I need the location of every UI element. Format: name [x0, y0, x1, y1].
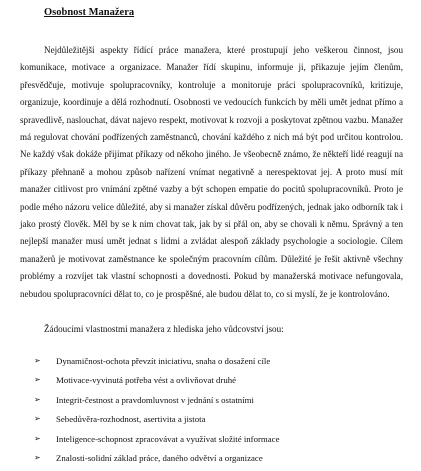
qualities-list: [34, 355, 280, 471]
document-title: Osobnost Manažera: [44, 7, 135, 18]
list-item: [34, 452, 280, 471]
arrow-bullet-icon: ➢: [34, 375, 41, 385]
list-intro: Žádoucími vlastnostmi manažera z hlediska jeho vůdcovství jsou:: [44, 324, 284, 334]
list-item: [34, 413, 280, 432]
arrow-bullet-icon: ➢: [34, 414, 41, 424]
list-item: [34, 355, 280, 374]
arrow-bullet-icon: ➢: [34, 452, 41, 462]
list-item-text: Sebedůvěra-rozhodnost, asertivita a jistota: [56, 414, 206, 425]
arrow-bullet-icon: ➢: [34, 356, 41, 365]
list-item-text: Dynamičnost-ochota převzít iniciativu, snaha o dosažení cíle: [56, 356, 271, 366]
main-paragraph: Nejdůležitější aspekty řídící práce manažera, které prostupují jeho veškerou činnost, jsou komunikace, motivace a organizace. Manažer řídí skupinu, informuje ji, přikazuje jejím členům, přesvědčuje, motivuje spolupracovníky, kontroluje a monitoruje práci spolupracovníků, kritizuje, organizuje, koordinuje a dělá rozhodnutí. Osobnosti ve vedoucích funkcích by měli umět jednat přímo a spravedlivě, naslouchat, dávat najevo respekt, motivovat k rozvoji a poskytovat zpětnou vazbu. Manažer má regulovat chování podřízených zaměstnanců, chování každého z nich má být pod určitou kontrolou. Ne každý však dokáže přijímat příkazy od někoho jiného. Je všeobecně známo, že někteří lidé reagují na příkazy přehnaně a mohou způsob nařízení vnímat negativně a nerespektovat jej. A proto musí mít manažer citlivost pro vnímání zpětné vazby a být schopen empatie do pocitů spolupracovníků. Proto je podle mého názoru velice důležité, aby si manažer získal důvěru podřízených, jednak jako odborník tak i jako prostý člověk. Měl by se k nim chovat tak, jak by si přál on, aby se chovali k němu. Správný a ten nejlepší manažer musí umět jednat s lidmi a zvládat alespoň základy psychologie a sociologie. Cílem manažerů je motivovat zaměstnance ke společným pracovním cílům. Důležité je řešit aktivně všechny problémy a rozvíjet tak vlastní schopnosti a dovednosti. Pokud by manažerská motivace nefungovala, nebudou spolupracovníci dělat to, co je prospěšné, ale budou dělat to, co si myslí, že je kontrolováno.: [20, 45, 403, 299]
arrow-bullet-icon: ➢: [34, 394, 41, 404]
list-item-text: Integrit-čestnost a pravdomluvnost v jednání s ostatními: [56, 394, 254, 405]
arrow-bullet-icon: ➢: [34, 433, 41, 443]
list-item: [34, 433, 280, 452]
list-item-text: Znalosti-solidní základ práce, daného odvětví a organizace: [56, 452, 263, 463]
list-item-text: Motivace-vyvinutá potřeba vést a ovlivňovat druhé: [56, 375, 237, 386]
list-item: [34, 374, 280, 393]
list-item-text: Inteligence-schopnost zpracovávat a využívat složité informace: [56, 433, 280, 444]
list-item: [34, 394, 280, 413]
